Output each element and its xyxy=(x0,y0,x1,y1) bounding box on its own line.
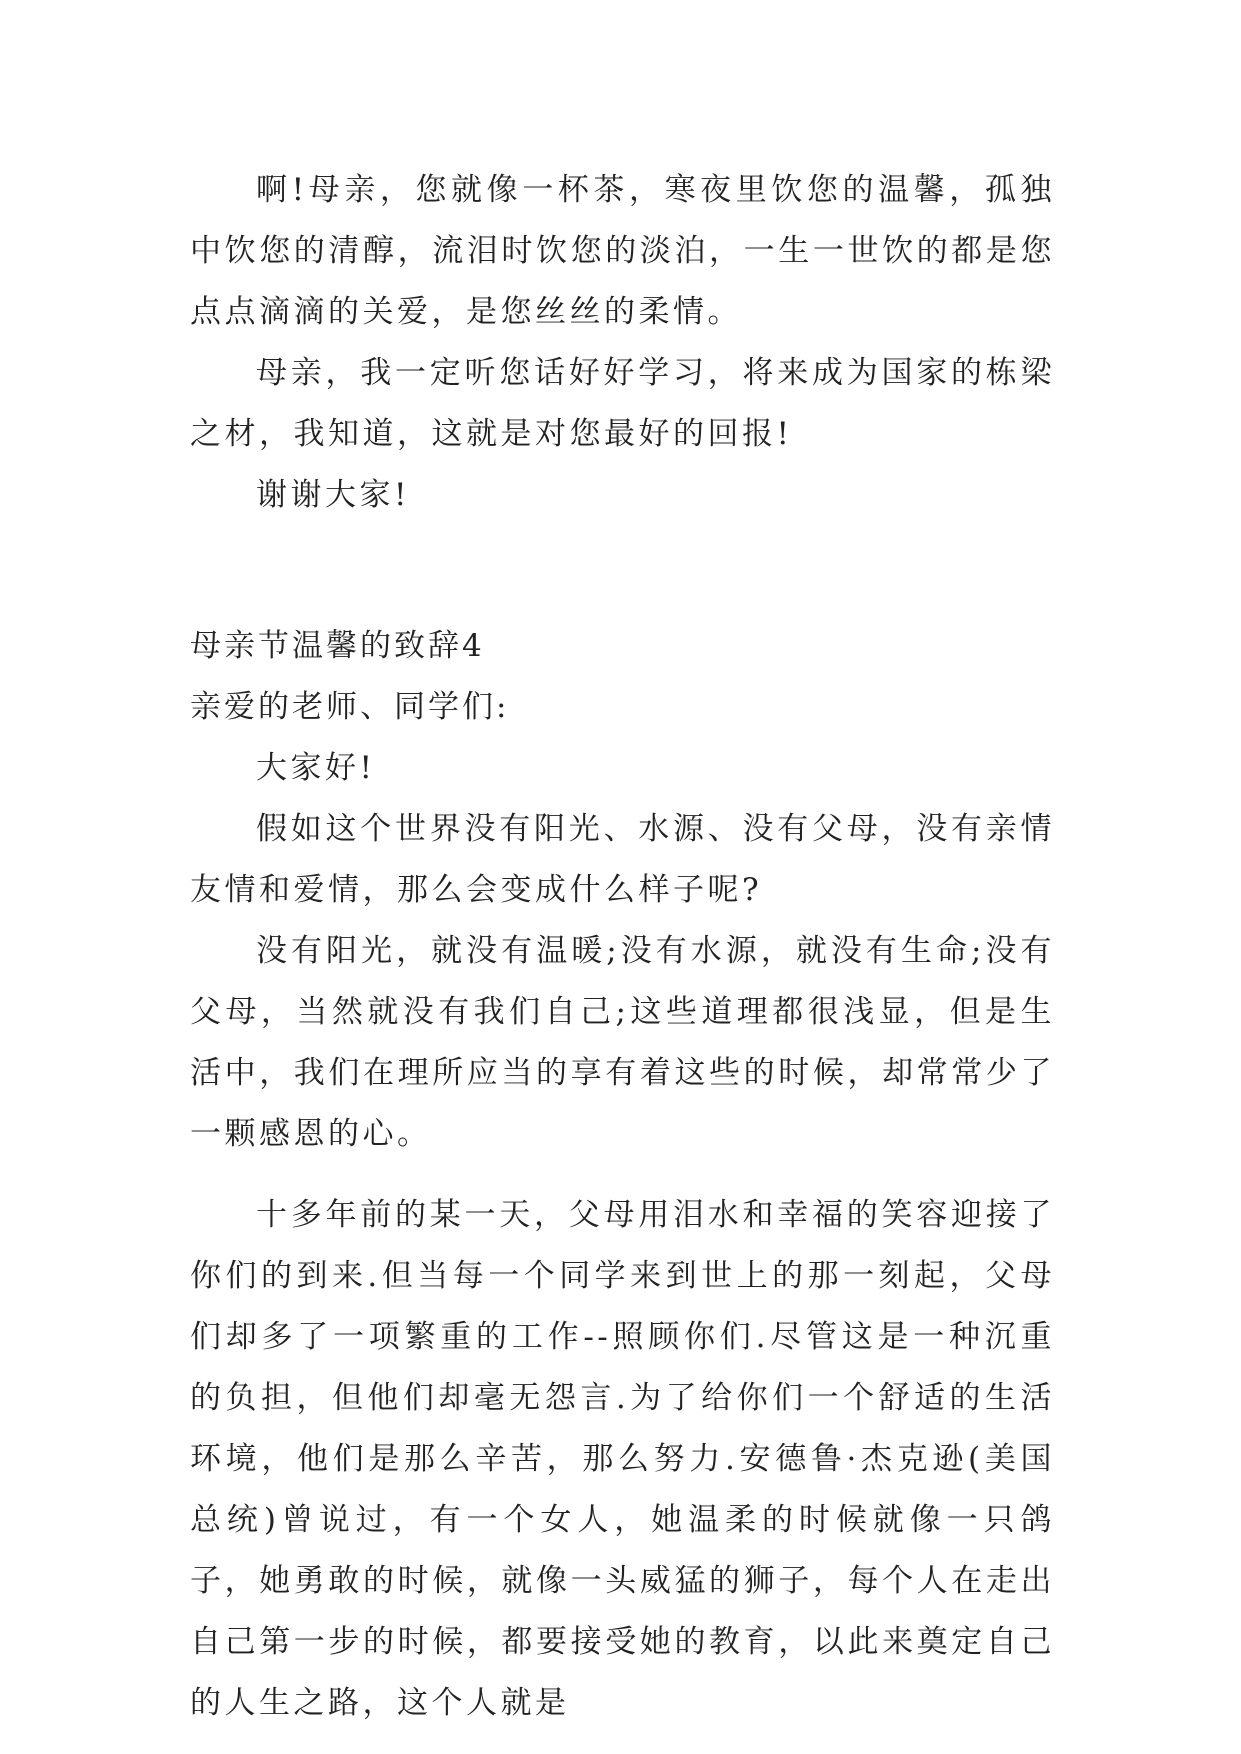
paragraph-parents-care: 十多年前的某一天，父母用泪水和幸福的笑容迎接了你们的到来.但当每一个同学来到世上的那一刻起，父母们却多了一项繁重的工作--照顾你们.尽管这是一种沉重的负担，但他们却毫无怨言.为了给你们一个舒适的生活环境，他们是那么辛苦，那么努力.安德鲁·杰克逊(美国总统)曾说过，有一个女人，她温柔的时候就像一只鸽子，她勇敢的时候，就像一头威猛的狮子，每个人在走出自己第一步的时候，都要接受她的教育，以此来奠定自己的人生之路，这个人就是 xyxy=(190,1197,1055,1721)
paragraph-hypothetical: 假如这个世界没有阳光、水源、没有父母，没有亲情友情和爱情，那么会变成什么样子呢? xyxy=(190,811,1055,908)
salutation: 亲爱的老师、同学们: xyxy=(190,689,510,725)
paragraph-tea-metaphor: 啊!母亲，您就像一杯茶，寒夜里饮您的温馨，孤独中饮您的清醇，流泪时饮您的淡泊，一生一世饮的都是您点点滴滴的关爱，是您丝丝的柔情。 xyxy=(190,172,1055,330)
section-spacer xyxy=(190,526,1055,616)
document-body xyxy=(190,160,1055,1734)
section-title: 母亲节温馨的致辞4 xyxy=(190,628,485,664)
paragraph-thanks: 谢谢大家! xyxy=(256,477,410,513)
paragraph-greeting: 大家好! xyxy=(256,750,376,786)
paragraph-spacer xyxy=(190,1165,1055,1185)
paragraph-promise: 母亲，我一定听您话好好学习，将来成为国家的栋梁之材，我知道，这就是对您最好的回报! xyxy=(190,355,1055,452)
paragraph-gratitude: 没有阳光，就没有温暖;没有水源，就没有生命;没有父母，当然就没有我们自己;这些道理都很浅显，但是生活中，我们在理所应当的享有着这些的时候，却常常少了一颗感恩的心。 xyxy=(190,933,1055,1152)
